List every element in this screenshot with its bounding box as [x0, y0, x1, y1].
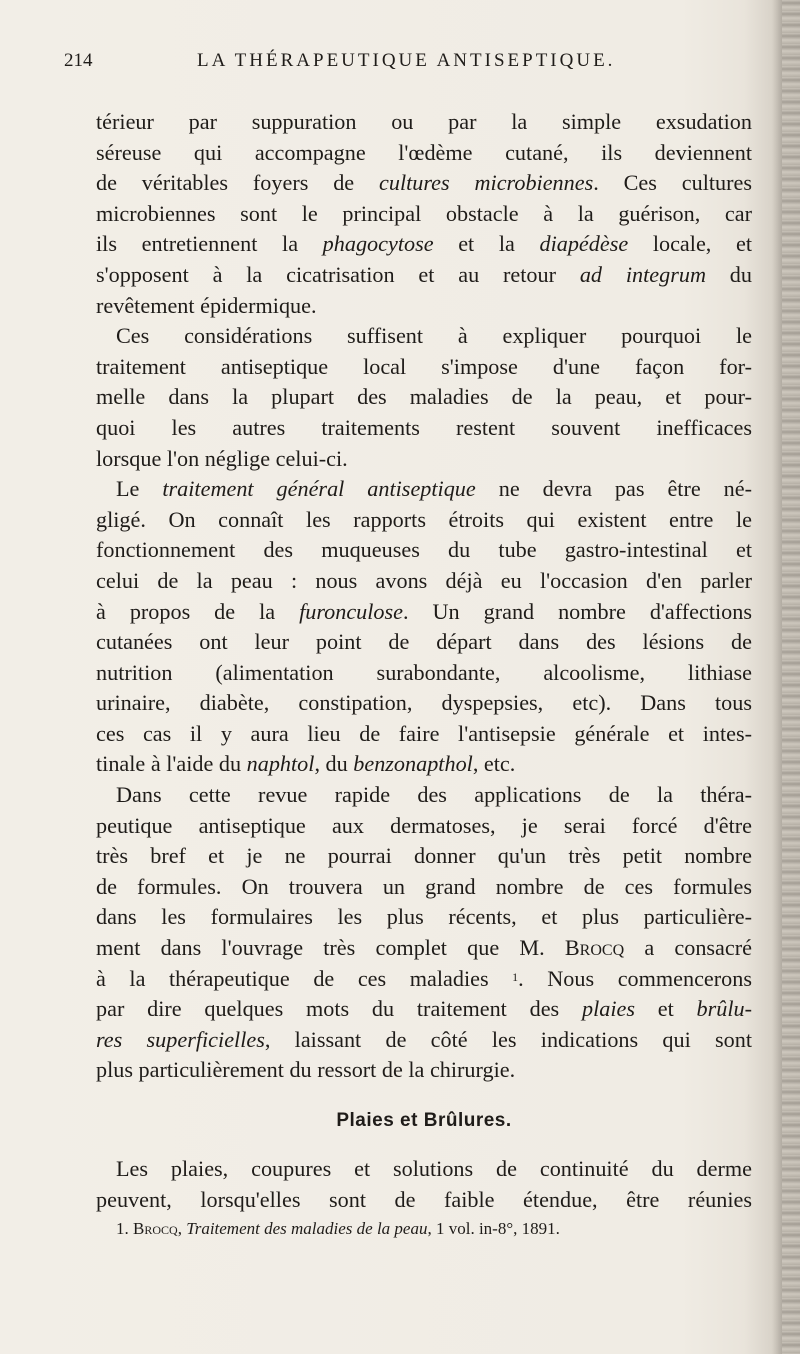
- text-line: Les plaies, coupures et solutions de continuité du derme: [116, 1156, 752, 1181]
- italic-term: cultures microbiennes: [379, 170, 594, 196]
- body-text: [96, 107, 752, 1243]
- text-line: peuvent, lorsqu'elles sont de faible étendue, être réunies: [96, 1186, 752, 1212]
- footnote: 1. Brocq, Traitement des maladies de la peau, 1 vol. in-8°, 1891.: [116, 1219, 560, 1239]
- running-header: [64, 50, 724, 84]
- text-line: tinale à l'aide du naphtol, du benzonapthol, etc.: [96, 751, 516, 777]
- text-line: plus particulièrement du ressort de la chirurgie.: [96, 1057, 516, 1083]
- italic-term: traitement général antiseptique: [162, 476, 476, 502]
- text-line: à la thérapeutique de ces maladies $^1$. Nous commencerons: [96, 965, 752, 991]
- text-line: par dire quelques mots du traitement des plaies et brûlu-: [96, 996, 752, 1022]
- text-line: lorsque l'on néglige celui-ci.: [96, 445, 348, 471]
- footnote-title: Traitement des maladies de la peau: [186, 1219, 428, 1239]
- italic-term: phagocytose: [322, 231, 434, 257]
- footnote-marker: 1: [512, 969, 519, 984]
- section-heading: Plaies et Brûlures.: [336, 1110, 512, 1131]
- text-line: ces cas il y aura lieu de faire l'antisepsie générale et intes-: [96, 720, 752, 746]
- page-edge: [782, 0, 800, 1354]
- text-line: urinaire, diabète, constipation, dyspepsies, etc). Dans tous: [96, 690, 752, 716]
- italic-term: ad integrum: [579, 261, 706, 287]
- page-gutter-shadow: [772, 0, 782, 1354]
- text-line: Le traitement général antiseptique ne devra pas être né-: [116, 476, 752, 502]
- text-line: dans les formulaires les plus récents, et plus particulière-: [96, 904, 752, 930]
- author-name: Brocq: [564, 935, 625, 961]
- italic-term: furonculose: [299, 598, 404, 624]
- text-line: gligé. On connaît les rapports étroits qui existent entre le: [96, 506, 752, 532]
- text-line: de véritables foyers de cultures microbiennes. Ces cultures: [96, 170, 753, 196]
- running-title: LA THÉRAPEUTIQUE ANTISEPTIQUE.: [197, 50, 616, 71]
- text-line: de formules. On trouvera un grand nombre de ces formules: [96, 873, 752, 899]
- text-line: traitement antiseptique local s'impose d'une façon for-: [96, 353, 752, 379]
- text-line: nutrition (alimentation surabondante, alcoolisme, lithiase: [96, 659, 752, 685]
- text-line: cutanées ont leur point de départ dans des lésions de: [96, 629, 752, 655]
- text-line: ils entretiennent la phagocytose et la diapédèse locale, et: [96, 231, 752, 257]
- text-line: peutique antiseptique aux dermatoses, je serai forcé d'être: [96, 812, 752, 838]
- footnote-author: Brocq: [133, 1219, 178, 1239]
- page-number: 214: [64, 50, 93, 71]
- text-line: s'opposent à la cicatrisation et au retour ad integrum du: [96, 261, 752, 287]
- text-line: Ces considérations suffisent à expliquer pourquoi le: [116, 323, 752, 349]
- text-line: très bref et je ne pourrai donner qu'un très petit nombre: [96, 843, 752, 869]
- text-line: quoi les autres traitements restent souvent inefficaces: [96, 414, 752, 440]
- text-line: ment dans l'ouvrage très complet que M. Brocq a consacré: [96, 935, 752, 961]
- italic-term: brûlu-: [696, 996, 752, 1022]
- italic-term: naphtol: [246, 751, 315, 777]
- text-line: fonctionnement des muqueuses du tube gastro-intestinal et: [96, 537, 752, 563]
- text-line: revêtement épidermique.: [96, 292, 317, 318]
- italic-term: res superficielles: [96, 1026, 265, 1052]
- text-line: térieur par suppuration ou par la simple exsudation: [96, 109, 752, 134]
- italic-term: diapédèse: [539, 231, 629, 257]
- text-line: à propos de la furonculose. Un grand nombre d'affections: [96, 598, 752, 624]
- text-line: séreuse qui accompagne l'œdème cutané, ils deviennent: [96, 139, 752, 165]
- italic-term: plaies: [581, 996, 635, 1022]
- text-line: microbiennes sont le principal obstacle à la guérison, car: [96, 200, 752, 226]
- text-line: celui de la peau : nous avons déjà eu l'occasion d'en parler: [96, 567, 752, 593]
- text-line: melle dans la plupart des maladies de la peau, et pour-: [96, 384, 752, 410]
- text-line: Dans cette revue rapide des applications de la théra-: [116, 782, 752, 808]
- text-line: res superficielles, laissant de côté les indications qui sont: [96, 1026, 752, 1052]
- italic-term: benzonapthol: [353, 751, 473, 777]
